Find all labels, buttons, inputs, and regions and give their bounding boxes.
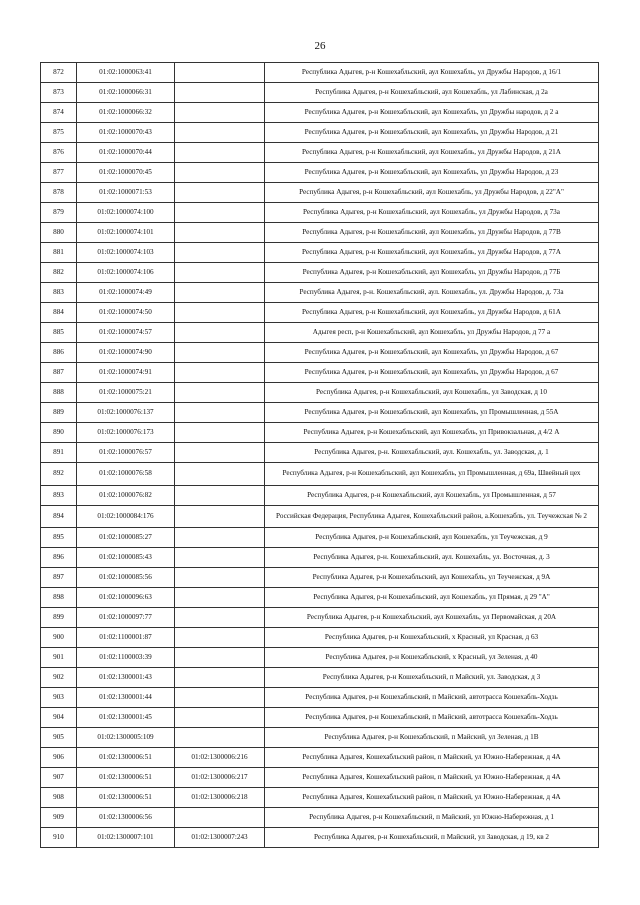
registry-table [40,62,599,848]
cadastral-number-cell: 01:02:1000076:137 [77,403,175,423]
row-number-cell: 894 [41,505,77,528]
table-row [41,223,599,243]
table-row [41,343,599,363]
related-cadastral-number-cell [175,443,265,463]
row-number-cell: 879 [41,203,77,223]
table-row [41,528,599,548]
table-row [41,788,599,808]
cadastral-number-cell: 01:02:1000074:101 [77,223,175,243]
row-number-cell: 900 [41,628,77,648]
address-cell: Республика Адыгея, р-н Кошехабльский, аул Кошехабль, ул Дружбы Народов, д 77А [265,243,599,263]
address-cell: Республика Адыгея, р-н. Кошехабльский, аул. Кошехабль, ул. Восточная, д. 3 [265,548,599,568]
address-cell: Адыгея респ, р-н Кошехабльский, аул Кошехабль, ул Дружбы Народов, д 77 а [265,323,599,343]
row-number-cell: 895 [41,528,77,548]
related-cadastral-number-cell: 01:02:1300006:218 [175,788,265,808]
cadastral-number-cell: 01:02:1000074:50 [77,303,175,323]
table-row [41,588,599,608]
row-number-cell: 882 [41,263,77,283]
cadastral-number-cell: 01:02:1000074:100 [77,203,175,223]
cadastral-number-cell: 01:02:1300005:109 [77,728,175,748]
related-cadastral-number-cell [175,83,265,103]
address-cell: Республика Адыгея, р-н Кошехабльский, аул Кошехабль, ул Дружбы Народов, д 16/1 [265,63,599,83]
table-row [41,768,599,788]
row-number-cell: 881 [41,243,77,263]
related-cadastral-number-cell [175,423,265,443]
cadastral-number-cell: 01:02:1000070:44 [77,143,175,163]
related-cadastral-number-cell [175,628,265,648]
table-row [41,123,599,143]
cadastral-number-cell: 01:02:1300006:56 [77,808,175,828]
table-row [41,263,599,283]
table-row [41,403,599,423]
address-cell: Республика Адыгея, р-н Кошехабльский, аул Кошехабль, ул Дружбы Народов, д 67 [265,343,599,363]
address-cell: Республика Адыгея, р-н Кошехабльский, аул Кошехабль, ул Лабинская, д 2а [265,83,599,103]
row-number-cell: 878 [41,183,77,203]
address-cell: Республика Адыгея, р-н Кошехабльский, аул Кошехабль, ул Дружбы Народов, д 73а [265,203,599,223]
related-cadastral-number-cell [175,283,265,303]
table-row [41,608,599,628]
related-cadastral-number-cell [175,163,265,183]
cadastral-number-cell: 01:02:1000076:173 [77,423,175,443]
table-row [41,485,599,505]
row-number-cell: 899 [41,608,77,628]
related-cadastral-number-cell [175,303,265,323]
address-cell: Республика Адыгея, р-н Кошехабльский, аул Кошехабль, ул Теучежская, д 9 [265,528,599,548]
page-number: 26 [314,40,326,52]
table-row [41,568,599,588]
cadastral-number-cell: 01:02:1000071:53 [77,183,175,203]
address-cell: Республика Адыгея, р-н Кошехабльский, х Красный, ул Зеленая, д 40 [265,648,599,668]
related-cadastral-number-cell [175,688,265,708]
row-number-cell: 888 [41,383,77,403]
table-row [41,548,599,568]
related-cadastral-number-cell [175,528,265,548]
related-cadastral-number-cell [175,648,265,668]
cadastral-number-cell: 01:02:1000074:103 [77,243,175,263]
address-cell: Республика Адыгея, р-н Кошехабльский, п Майский, ул Южно-Набережная, д 1 [265,808,599,828]
related-cadastral-number-cell [175,343,265,363]
cadastral-number-cell: 01:02:1000097:77 [77,608,175,628]
address-cell: Республика Адыгея, Кошехабльский район, п Майский, ул Южно-Набережная, д 4А [265,768,599,788]
table-row [41,505,599,528]
address-cell: Республика Адыгея, р-н Кошехабльский, аул Кошехабль, ул Дружбы Народов, д 22"А" [265,183,599,203]
row-number-cell: 883 [41,283,77,303]
related-cadastral-number-cell [175,708,265,728]
table-row [41,423,599,443]
cadastral-number-cell: 01:02:1000085:27 [77,528,175,548]
cadastral-number-cell: 01:02:1000066:32 [77,103,175,123]
address-cell: Республика Адыгея, р-н Кошехабльский, аул Кошехабль, ул Дружбы народов, д 2 а [265,103,599,123]
row-number-cell: 891 [41,443,77,463]
cadastral-number-cell: 01:02:1000076:82 [77,485,175,505]
table-row [41,283,599,303]
related-cadastral-number-cell: 01:02:1300006:216 [175,748,265,768]
cadastral-number-cell: 01:02:1000084:176 [77,505,175,528]
table-row [41,748,599,768]
address-cell: Республика Адыгея, р-н Кошехабльский, аул Кошехабль, ул Дружбы Народов, д 77В [265,223,599,243]
related-cadastral-number-cell [175,143,265,163]
table-row [41,83,599,103]
table-row [41,463,599,486]
address-cell: Республика Адыгея, р-н Кошехабльский, аул Кошехабль, ул Дружбы Народов, д 23 [265,163,599,183]
address-cell: Республика Адыгея, р-н Кошехабльский, п Майский, ул. Заводская, д 3 [265,668,599,688]
cadastral-number-cell: 01:02:1000076:58 [77,463,175,486]
row-number-cell: 875 [41,123,77,143]
row-number-cell: 904 [41,708,77,728]
address-cell: Республика Адыгея, Кошехабльский район, п Майский, ул Южно-Набережная, д 4А [265,748,599,768]
related-cadastral-number-cell [175,588,265,608]
cadastral-number-cell: 01:02:1000063:41 [77,63,175,83]
address-cell: Республика Адыгея, р-н Кошехабльский, аул Кошехабль, ул Дружбы Народов, д 61А [265,303,599,323]
address-cell: Российская Федерация, Республика Адыгея, Кошехабльский район, а.Кошехабль, ул. Теучежская № 2 [265,505,599,528]
table-row [41,648,599,668]
cadastral-number-cell: 01:02:1000074:106 [77,263,175,283]
cadastral-number-cell: 01:02:1300006:51 [77,788,175,808]
registry-table-body [41,63,599,848]
cadastral-number-cell: 01:02:1000085:43 [77,548,175,568]
table-row [41,688,599,708]
cadastral-number-cell: 01:02:1000074:91 [77,363,175,383]
cadastral-number-cell: 01:02:1300001:43 [77,668,175,688]
address-cell: Республика Адыгея, р-н Кошехабльский, аул Кошехабль, ул Первомайская, д 20А [265,608,599,628]
table-row [41,383,599,403]
table-row [41,103,599,123]
cadastral-number-cell: 01:02:1000076:57 [77,443,175,463]
related-cadastral-number-cell [175,668,265,688]
address-cell: Республика Адыгея, р-н Кошехабльский, аул Кошехабль, ул Прямая, д 29 "А" [265,588,599,608]
related-cadastral-number-cell [175,608,265,628]
address-cell: Республика Адыгея, р-н Кошехабльский, аул Кошехабль, ул Промышленная, д 69а, Швейный цех [265,463,599,486]
row-number-cell: 872 [41,63,77,83]
address-cell: Республика Адыгея, р-н Кошехабльский, аул Кошехабль, ул Дружбы Народов, д 21 [265,123,599,143]
cadastral-number-cell: 01:02:1300006:51 [77,748,175,768]
table-row [41,243,599,263]
row-number-cell: 889 [41,403,77,423]
cadastral-number-cell: 01:02:1300006:51 [77,768,175,788]
related-cadastral-number-cell [175,123,265,143]
related-cadastral-number-cell [175,403,265,423]
row-number-cell: 892 [41,463,77,486]
table-row [41,303,599,323]
cadastral-number-cell: 01:02:1000066:31 [77,83,175,103]
cadastral-number-cell: 01:02:1000075:21 [77,383,175,403]
cadastral-number-cell: 01:02:1100001:87 [77,628,175,648]
row-number-cell: 905 [41,728,77,748]
row-number-cell: 903 [41,688,77,708]
related-cadastral-number-cell [175,263,265,283]
address-cell: Республика Адыгея, р-н Кошехабльский, аул Кошехабль, ул Привокзальная, д 4/2 А [265,423,599,443]
row-number-cell: 874 [41,103,77,123]
related-cadastral-number-cell [175,505,265,528]
cadastral-number-cell: 01:02:1000074:90 [77,343,175,363]
related-cadastral-number-cell [175,808,265,828]
related-cadastral-number-cell [175,383,265,403]
cadastral-number-cell: 01:02:1000096:63 [77,588,175,608]
related-cadastral-number-cell [175,203,265,223]
cadastral-number-cell: 01:02:1000074:49 [77,283,175,303]
table-row [41,708,599,728]
row-number-cell: 876 [41,143,77,163]
cadastral-number-cell: 01:02:1000070:43 [77,123,175,143]
table-row [41,728,599,748]
row-number-cell: 887 [41,363,77,383]
address-cell: Республика Адыгея, р-н Кошехабльский, аул Кошехабль, ул Промышленная, д 57 [265,485,599,505]
row-number-cell: 908 [41,788,77,808]
related-cadastral-number-cell [175,243,265,263]
table-row [41,668,599,688]
row-number-cell: 893 [41,485,77,505]
row-number-cell: 907 [41,768,77,788]
row-number-cell: 902 [41,668,77,688]
address-cell: Республика Адыгея, р-н Кошехабльский, п Майский, ул Заводская, д 19, кв 2 [265,828,599,848]
row-number-cell: 906 [41,748,77,768]
table-row [41,63,599,83]
row-number-cell: 898 [41,588,77,608]
row-number-cell: 884 [41,303,77,323]
table-row [41,828,599,848]
related-cadastral-number-cell [175,485,265,505]
related-cadastral-number-cell [175,103,265,123]
address-cell: Республика Адыгея, р-н Кошехабльский, аул Кошехабль, ул Заводская, д 10 [265,383,599,403]
address-cell: Республика Адыгея, р-н. Кошехабльский, аул. Кошехабль, ул. Заводская, д. 1 [265,443,599,463]
related-cadastral-number-cell [175,463,265,486]
table-row [41,628,599,648]
address-cell: Республика Адыгея, р-н Кошехабльский, аул Кошехабль, ул Теучежская, д 9А [265,568,599,588]
table-row [41,163,599,183]
row-number-cell: 897 [41,568,77,588]
row-number-cell: 909 [41,808,77,828]
table-row [41,183,599,203]
row-number-cell: 886 [41,343,77,363]
table-row [41,323,599,343]
related-cadastral-number-cell [175,183,265,203]
cadastral-number-cell: 01:02:1000074:57 [77,323,175,343]
related-cadastral-number-cell [175,363,265,383]
row-number-cell: 885 [41,323,77,343]
table-row [41,203,599,223]
address-cell: Республика Адыгея, р-н Кошехабльский, аул Кошехабль, ул Дружбы Народов, д 21А [265,143,599,163]
table-row [41,443,599,463]
table-row [41,363,599,383]
cadastral-number-cell: 01:02:1100003:39 [77,648,175,668]
cadastral-number-cell: 01:02:1000070:45 [77,163,175,183]
related-cadastral-number-cell [175,223,265,243]
address-cell: Республика Адыгея, р-н. Кошехабльский, аул. Кошехабль, ул. Дружбы Народов, д. 73а [265,283,599,303]
address-cell: Республика Адыгея, р-н Кошехабльский, аул Кошехабль, ул Дружбы Народов, д 77Б [265,263,599,283]
related-cadastral-number-cell: 01:02:1300007:243 [175,828,265,848]
related-cadastral-number-cell: 01:02:1300006:217 [175,768,265,788]
cadastral-number-cell: 01:02:1300001:45 [77,708,175,728]
address-cell: Республика Адыгея, р-н Кошехабльский, п Майский, автотрасса Кошехабль-Ходзь [265,708,599,728]
address-cell: Республика Адыгея, Кошехабльский район, п Майский, ул Южно-Набережная, д 4А [265,788,599,808]
related-cadastral-number-cell [175,63,265,83]
row-number-cell: 890 [41,423,77,443]
cadastral-number-cell: 01:02:1000085:56 [77,568,175,588]
related-cadastral-number-cell [175,323,265,343]
related-cadastral-number-cell [175,568,265,588]
row-number-cell: 873 [41,83,77,103]
row-number-cell: 910 [41,828,77,848]
table-row [41,808,599,828]
address-cell: Республика Адыгея, р-н Кошехабльский, аул Кошехабль, ул Промышленная, д 55А [265,403,599,423]
row-number-cell: 877 [41,163,77,183]
related-cadastral-number-cell [175,728,265,748]
row-number-cell: 896 [41,548,77,568]
row-number-cell: 901 [41,648,77,668]
row-number-cell: 880 [41,223,77,243]
address-cell: Республика Адыгея, р-н Кошехабльский, п Майский, ул Зеленая, д 1В [265,728,599,748]
table-row [41,143,599,163]
address-cell: Республика Адыгея, р-н Кошехабльский, аул Кошехабль, ул Дружбы Народов, д 67 [265,363,599,383]
cadastral-number-cell: 01:02:1300007:101 [77,828,175,848]
address-cell: Республика Адыгея, р-н Кошехабльский, х Красный, ул Красная, д 63 [265,628,599,648]
related-cadastral-number-cell [175,548,265,568]
cadastral-number-cell: 01:02:1300001:44 [77,688,175,708]
address-cell: Республика Адыгея, р-н Кошехабльский, п Майский, автотрасса Кошехабль-Ходзь [265,688,599,708]
